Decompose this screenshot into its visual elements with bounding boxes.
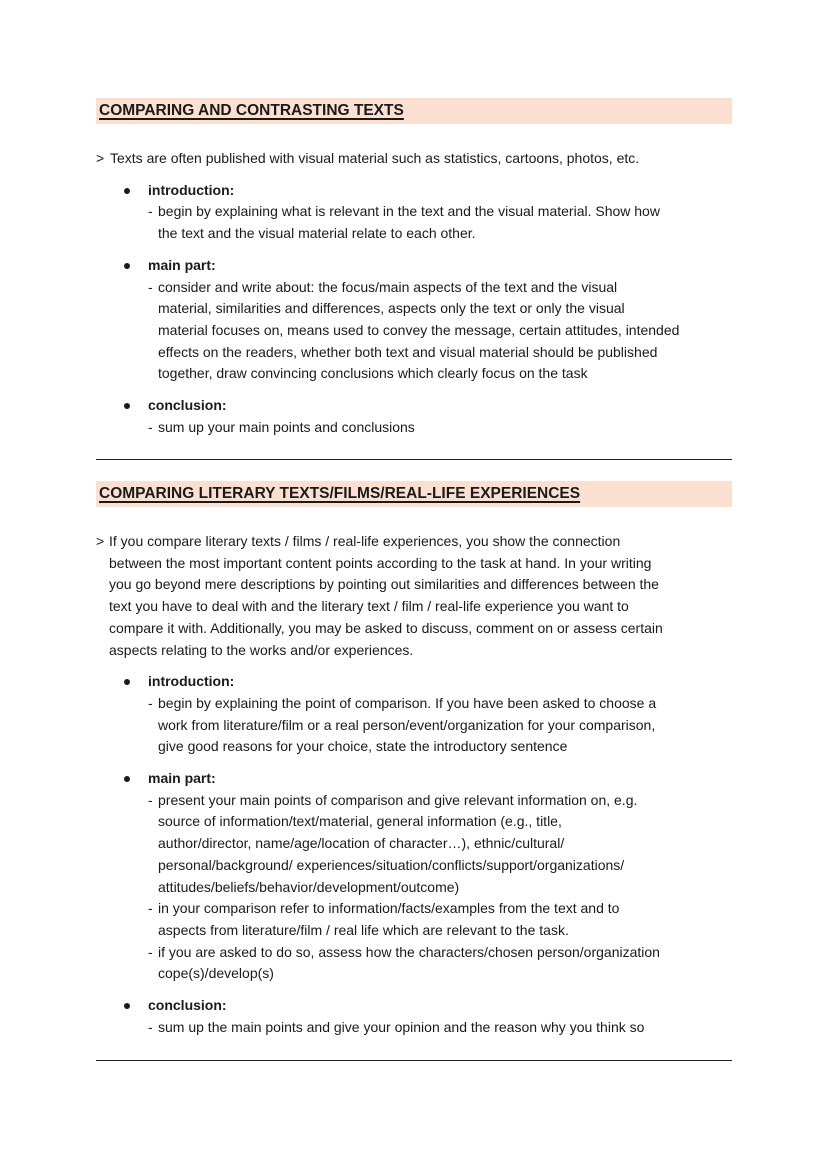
dash-marker: -	[148, 418, 153, 435]
bullet-dot-icon	[124, 1003, 130, 1009]
bullet-point	[148, 277, 732, 386]
intro-text: If you compare literary texts / films / real-life experiences, you show the connection between the most important content points according to the task at hand. In your writing you go beyond mere descriptions by pointing out similarities and differences between the text you have to deal with and the literary text / film / real-life experience you want to compare it with. Additionally, you may be asked to discuss, comment on or assess certain aspects relating to the works and/or experiences.	[109, 533, 663, 658]
bullet-point-text: in your comparison refer to information/facts/examples from the text and to aspects from literature/film / real life which are relevant to the task.	[158, 900, 620, 938]
bullet-list	[96, 671, 732, 1038]
bullet-title: introduction:	[148, 673, 235, 690]
bullet-point	[148, 1017, 732, 1039]
bullet-point	[148, 790, 732, 899]
dash-marker: -	[148, 1018, 153, 1035]
bullet-title: introduction:	[148, 181, 235, 198]
bullet-main-part	[96, 255, 732, 385]
bullet-dot-icon	[124, 188, 130, 194]
bullet-point-text: sum up your main points and conclusions	[158, 418, 415, 435]
bullet-point-text: if you are asked to do so, assess how the characters/chosen person/organization cope(s)/develop(s)	[158, 943, 660, 982]
dash-marker: -	[148, 900, 153, 917]
bullet-main-part	[96, 768, 732, 985]
section-intro	[96, 148, 732, 170]
bullet-title: conclusion:	[148, 397, 227, 414]
dash-marker: -	[148, 791, 153, 808]
bullet-dot-icon	[124, 403, 130, 409]
bullet-point-text: present your main points of comparison and give relevant information on, e.g. source of information/text/material, general information (e.g., title, author/director, name/age/location of character…), ethnic/cultural/ personal/background/ experiences/situation/conflicts/support/organizations/ attitudes/beliefs/behavior/development/outcome)	[158, 791, 638, 895]
bullet-point-text: sum up the main points and give your opinion and the reason why you think so	[158, 1018, 645, 1035]
section-divider	[96, 1060, 732, 1061]
bullet-conclusion	[96, 995, 732, 1038]
bullet-dot-icon	[124, 679, 130, 685]
bullet-title: conclusion:	[148, 997, 227, 1014]
bullet-conclusion	[96, 395, 732, 438]
intro-text: Texts are often published with visual material such as statistics, cartoons, photos, etc.	[110, 150, 640, 166]
bullet-point	[148, 898, 732, 941]
section-comparing-literary-texts	[96, 481, 732, 1038]
section-heading-bar	[96, 481, 732, 507]
dash-marker: -	[148, 203, 153, 220]
intro-marker: >	[96, 150, 105, 166]
section-heading: COMPARING LITERARY TEXTS/FILMS/REAL-LIFE EXPERIENCES	[99, 485, 581, 502]
bullet-point-text: begin by explaining what is relevant in the text and the visual material. Show how the text and the visual material relate to each other.	[158, 203, 660, 242]
section-comparing-contrasting-texts	[96, 98, 732, 438]
bullet-point	[148, 417, 732, 439]
bullet-point	[148, 693, 732, 758]
bullet-introduction	[96, 180, 732, 245]
bullet-list	[96, 180, 732, 439]
dash-marker: -	[148, 694, 153, 711]
bullet-dot-icon	[124, 776, 130, 782]
bullet-title: main part:	[148, 770, 216, 787]
section-heading: COMPARING AND CONTRASTING TEXTS	[99, 102, 404, 119]
bullet-introduction	[96, 671, 732, 758]
intro-marker: >	[96, 533, 105, 549]
dash-marker: -	[148, 943, 153, 960]
section-intro	[96, 531, 732, 661]
bullet-dot-icon	[124, 263, 130, 269]
dash-marker: -	[148, 278, 153, 295]
section-divider	[96, 459, 732, 460]
bullet-point	[148, 942, 732, 985]
bullet-point	[148, 201, 732, 244]
bullet-point-text: consider and write about: the focus/main aspects of the text and the visual material, similarities and differences, aspects only the text or only the visual material focuses on, means used to convey the message, certain attitudes, intended effects on the readers, whether both text and visual material should be published together, draw convincing conclusions which clearly focus on the task	[158, 278, 680, 382]
section-heading-bar	[96, 98, 732, 124]
bullet-title: main part:	[148, 256, 216, 273]
bullet-point-text: begin by explaining the point of comparison. If you have been asked to choose a work from literature/film or a real person/event/organization for your comparison, give good reasons for your choice, state the introductory sentence	[158, 694, 657, 755]
